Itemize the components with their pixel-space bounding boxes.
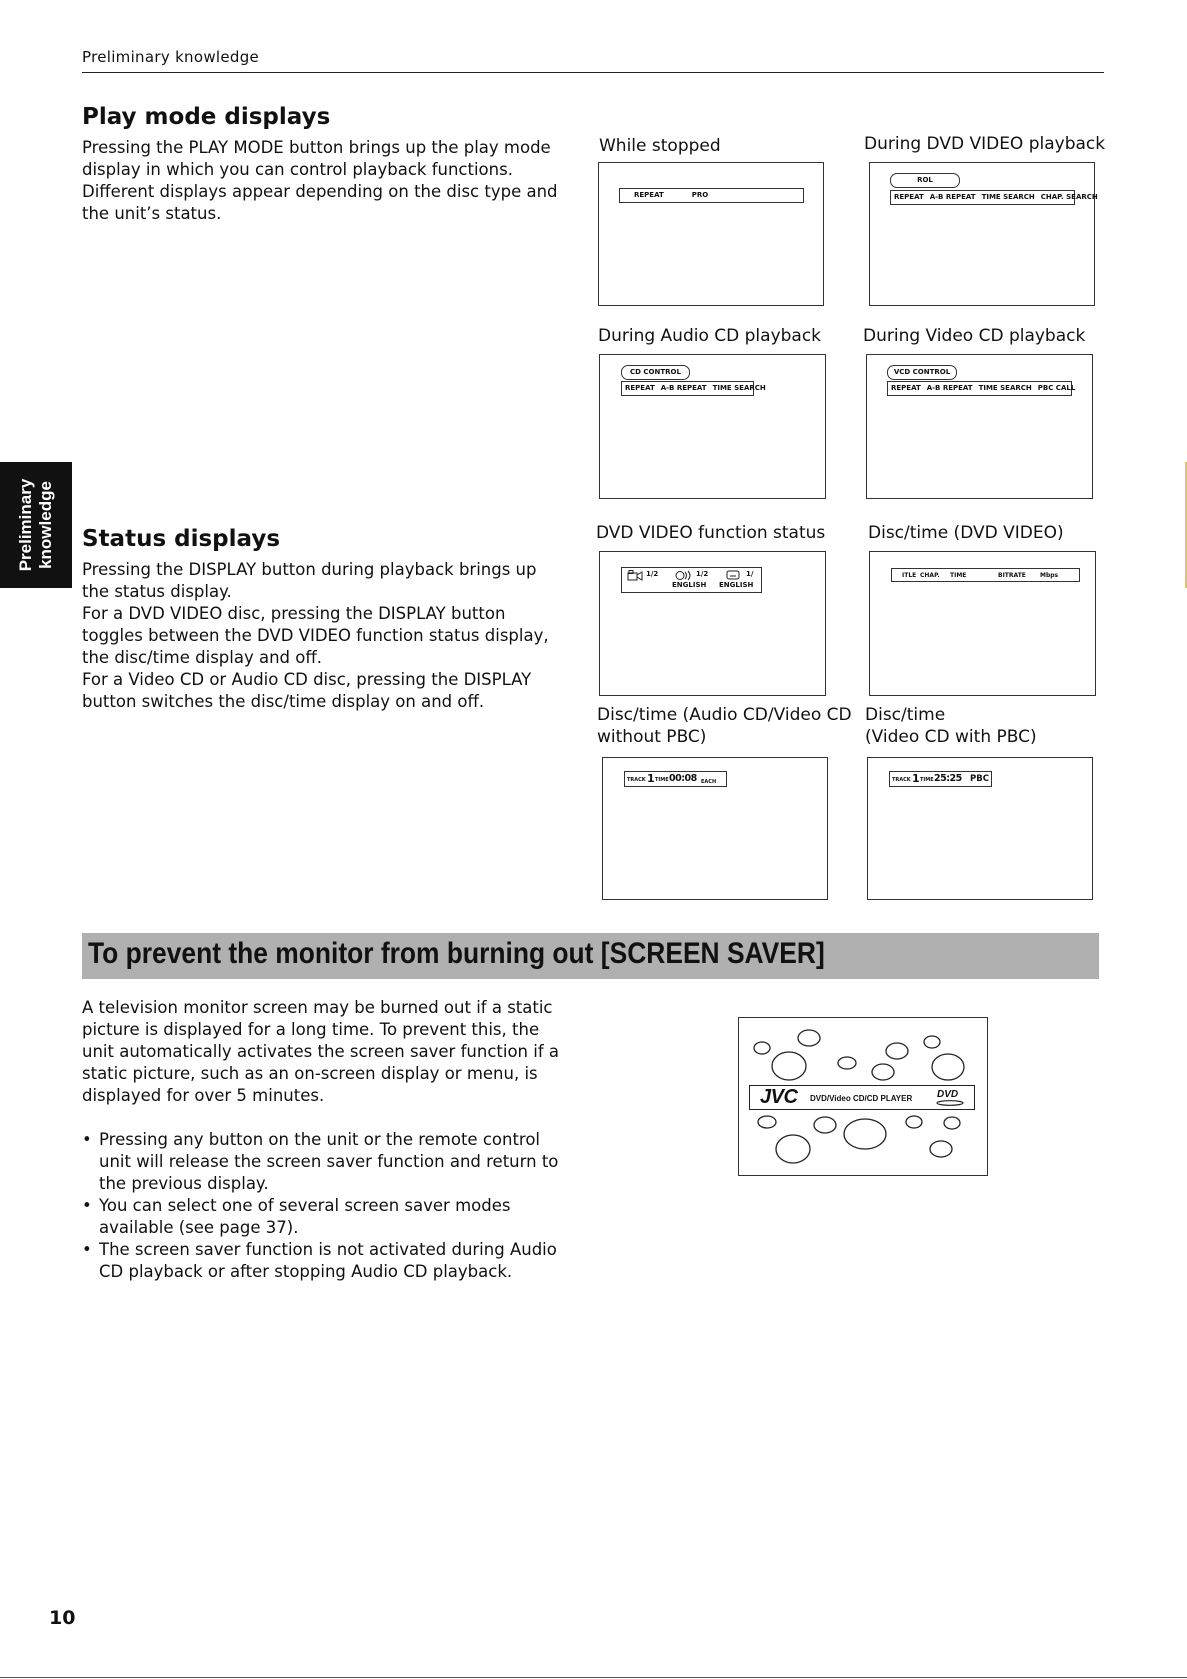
audio-icon [674,570,694,581]
dvd-disc-icon [936,1100,964,1106]
menu-bar: REPEAT A-B REPEAT TIME SEARCH CHAP. SEARCH [890,190,1075,205]
status-box: 1/2 1/2 1/ ENGLISH ENGLISH [621,567,762,593]
screen-disctime-dvd [869,551,1096,696]
status-text: Pressing the DISPLAY button during playback brings up the status display. For a DVD VIDEO disc, pressing the DISPLAY button toggles between the DVD VIDEO function status display, the disc/time display and off. For a Video CD or Audio CD disc, pressing the DISPLAY button switches the disc/time display on and off. [82,560,549,711]
screensaver-illustration [738,1017,988,1176]
caption-disctime-dvd: Disc/time (DVD VIDEO) [868,523,1064,543]
banner-title: To prevent the monitor from burning out [SCREEN SAVER] [88,937,825,970]
screen-disctime-pbc [867,757,1093,900]
running-header: Preliminary knowledge [82,48,260,66]
angle-icon [627,570,643,581]
caption-video-cd: During Video CD playback [863,326,1086,346]
bullet-item: • You can select one of several screen saver modes available (see page 37). [82,1195,564,1239]
screen-audio-cd [599,354,826,499]
status-title: Status displays [82,526,281,552]
bullet-item: • The screen saver function is not activated during Audio CD playback or after stopping Audio CD playback. [82,1239,564,1283]
screen-video-cd [866,354,1093,499]
jvc-logo-plate [749,1085,975,1110]
header-rule [82,72,1104,73]
dvd-logo-icon: DVD [937,1089,959,1100]
screen-while-stopped [598,162,824,306]
page-number: 10 [49,1607,76,1629]
play-mode-text: Pressing the PLAY MODE button brings up the play mode display in which you can control playback functions. Different displays appear depending on the disc type and the unit’s status. [82,138,558,223]
disctime-bar: TRACK 1 TIME 25:25 PBC [889,771,992,787]
screensaver-banner [82,933,1099,979]
caption-dvd-playback: During DVD VIDEO playback [864,134,1106,154]
bullet-item: • Pressing any button on the unit or the remote control unit will release the screen saver function and return to the previous display. [82,1129,564,1195]
menu-pill: ROL [890,173,960,188]
disctime-bar: TRACK 1 TIME 00:08 EACH [624,771,727,787]
jvc-logo: JVC [760,1086,798,1108]
caption-audio-cd: During Audio CD playback [598,326,822,346]
menu-bar: REPEAT A-B REPEAT TIME SEARCH [621,381,754,396]
section-side-tab [0,462,72,588]
menu-pill: VCD CONTROL [887,365,957,380]
caption-disctime-cd: Disc/time (Audio CD/Video CD without PBC) [597,705,852,747]
caption-while-stopped: While stopped [599,136,721,156]
disctime-bar: ITLE CHAP. TIME BITRATE Mbps [891,568,1080,582]
menu-bar: REPEAT A-B REPEAT TIME SEARCH PBC CALL [887,381,1072,396]
menu-bar: REPEAT PRO [619,188,804,203]
screen-dvd-function-status [599,551,826,696]
side-tab-label: Preliminary knowledge [16,478,55,572]
screen-disctime-cd [602,757,828,900]
screen-dvd-playback [869,162,1098,306]
player-label: DVD/Video CD/CD PLAYER [810,1094,913,1103]
menu-pill: CD CONTROL [621,365,690,380]
subtitle-icon [726,570,740,580]
caption-disctime-pbc: Disc/time (Video CD with PBC) [865,705,1037,747]
bottom-rule [0,1677,1187,1678]
screensaver-bullets [82,1129,564,1283]
caption-dvd-function-status: DVD VIDEO function status [596,523,826,543]
play-mode-title: Play mode displays [82,104,331,130]
screensaver-text: A television monitor screen may be burned out if a static picture is displayed for a long time. To prevent this, the unit automatically activates the screen saver function if a static picture, such as an on-screen display or menu, is displayed for over 5 minutes. • Pressing any button on the unit or the remote control unit will release the screen saver function and return to the previous display. • You can select one of several screen saver modes available (see page 37). • The screen saver function is not activated during Audio CD playback or after stopping Audio CD playback. [82,997,564,1283]
